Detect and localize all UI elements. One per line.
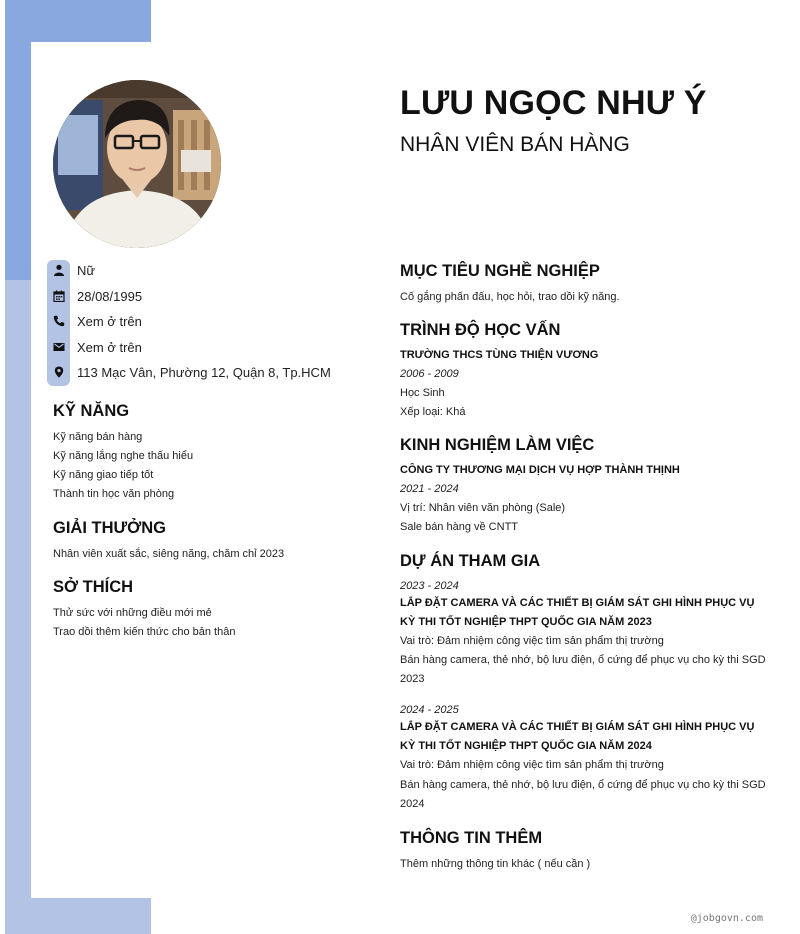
education-line: Xếp loại: Khá bbox=[400, 406, 466, 418]
hobby-item: Thử sức với những điều mới mẻ bbox=[53, 607, 212, 619]
contact-gender bbox=[47, 260, 95, 280]
extra-info-text: Thêm những thông tin khác ( nếu cần ) bbox=[400, 858, 591, 870]
education-line: Học Sinh bbox=[400, 387, 445, 399]
project-role: Vai trò: Đảm nhiệm công việc tìm sản phẩm thị trường bbox=[400, 635, 664, 647]
extra-info-heading: THÔNG TIN THÊM bbox=[400, 829, 543, 847]
contact-phone-text: Xem ở trên bbox=[77, 313, 142, 329]
contact-address-text: 113 Mạc Vân, Phường 12, Quận 8, Tp.HCM bbox=[77, 364, 331, 380]
project-role: Vai trò: Đảm nhiệm công việc tìm sản phẩm thị trường bbox=[400, 759, 664, 771]
contact-birthdate-text: 28/08/1995 bbox=[77, 288, 143, 304]
projects-heading: DỰ ÁN THAM GIA bbox=[400, 552, 541, 570]
project-description: Bán hàng camera, thẻ nhớ, bộ lưu điện, ổ cứng để phục vụ cho kỳ thi SGD 2023 bbox=[400, 654, 766, 685]
education-heading: TRÌNH ĐỘ HỌC VẤN bbox=[400, 321, 561, 339]
education-school: TRƯỜNG THCS TÙNG THIỆN VƯƠNG bbox=[400, 349, 599, 361]
objective-heading: MỤC TIÊU NGHỀ NGHIỆP bbox=[400, 262, 600, 280]
footer-watermark: @jobgovn.com bbox=[690, 913, 763, 924]
contact-phone bbox=[47, 311, 142, 331]
project-period: 2024 - 2025 bbox=[400, 704, 459, 716]
mail-icon bbox=[47, 337, 70, 357]
decorative-band-left bbox=[5, 280, 31, 934]
phone-icon bbox=[47, 311, 70, 331]
calendar-icon bbox=[47, 286, 70, 306]
skill-item: Kỹ năng bán hàng bbox=[53, 431, 143, 443]
contact-birthdate bbox=[47, 286, 142, 306]
contact-gender-text: Nữ bbox=[77, 262, 96, 278]
candidate-job-title: NHÂN VIÊN BÁN HÀNG bbox=[400, 133, 630, 156]
objective-text: Cố gắng phấn đấu, học hỏi, trao dồi kỹ năng. bbox=[400, 291, 620, 303]
education-period: 2006 - 2009 bbox=[400, 368, 459, 380]
hobby-item: Trao dồi thêm kiến thức cho bản thân bbox=[53, 626, 236, 638]
awards-heading: GIẢI THƯỞNG bbox=[53, 519, 167, 537]
contact-email-text: Xem ở trên bbox=[77, 339, 142, 355]
avatar bbox=[53, 80, 221, 248]
decorative-band-bottom bbox=[5, 898, 151, 934]
contact-email bbox=[47, 337, 142, 357]
experience-company: CÔNG TY THƯƠNG MẠI DỊCH VỤ HỢP THÀNH THỊNH bbox=[400, 464, 680, 476]
project-period: 2023 - 2024 bbox=[400, 580, 459, 592]
project-title: LẮP ĐẶT CAMERA VÀ CÁC THIẾT BỊ GIÁM SÁT GHI HÌNH PHỤC VỤ KỲ THI TỐT NGHIỆP THPT QUỐC GIA NĂM 2024 bbox=[400, 721, 755, 752]
location-pin-icon bbox=[47, 362, 70, 382]
project-description: Bán hàng camera, thẻ nhớ, bộ lưu điện, ổ cứng để phục vụ cho kỳ thi SGD 2024 bbox=[400, 779, 766, 810]
award-item: Nhân viên xuất sắc, siêng năng, chăm chỉ 2023 bbox=[53, 548, 285, 560]
experience-line: Sale bán hàng về CNTT bbox=[400, 521, 519, 533]
skills-heading: KỸ NĂNG bbox=[53, 402, 130, 420]
person-icon bbox=[47, 260, 70, 280]
skill-item: Kỹ năng giao tiếp tốt bbox=[53, 469, 154, 481]
project-title: LẮP ĐẶT CAMERA VÀ CÁC THIẾT BỊ GIÁM SÁT GHI HÌNH PHỤC VỤ KỲ THI TỐT NGHIỆP THPT QUỐC GIA NĂM 2023 bbox=[400, 597, 755, 628]
experience-period: 2021 - 2024 bbox=[400, 483, 459, 495]
hobbies-heading: SỞ THÍCH bbox=[53, 578, 134, 596]
skill-item: Kỹ năng lắng nghe thấu hiểu bbox=[53, 450, 194, 462]
experience-heading: KINH NGHIỆM LÀM VIỆC bbox=[400, 436, 595, 454]
candidate-name: LƯU NGỌC NHƯ Ý bbox=[400, 84, 707, 122]
skill-item: Thành tin học văn phòng bbox=[53, 488, 175, 500]
contact-address bbox=[47, 362, 331, 382]
experience-line: Vị trí: Nhân viên văn phòng (Sale) bbox=[400, 502, 566, 514]
avatar-photo bbox=[53, 80, 221, 248]
